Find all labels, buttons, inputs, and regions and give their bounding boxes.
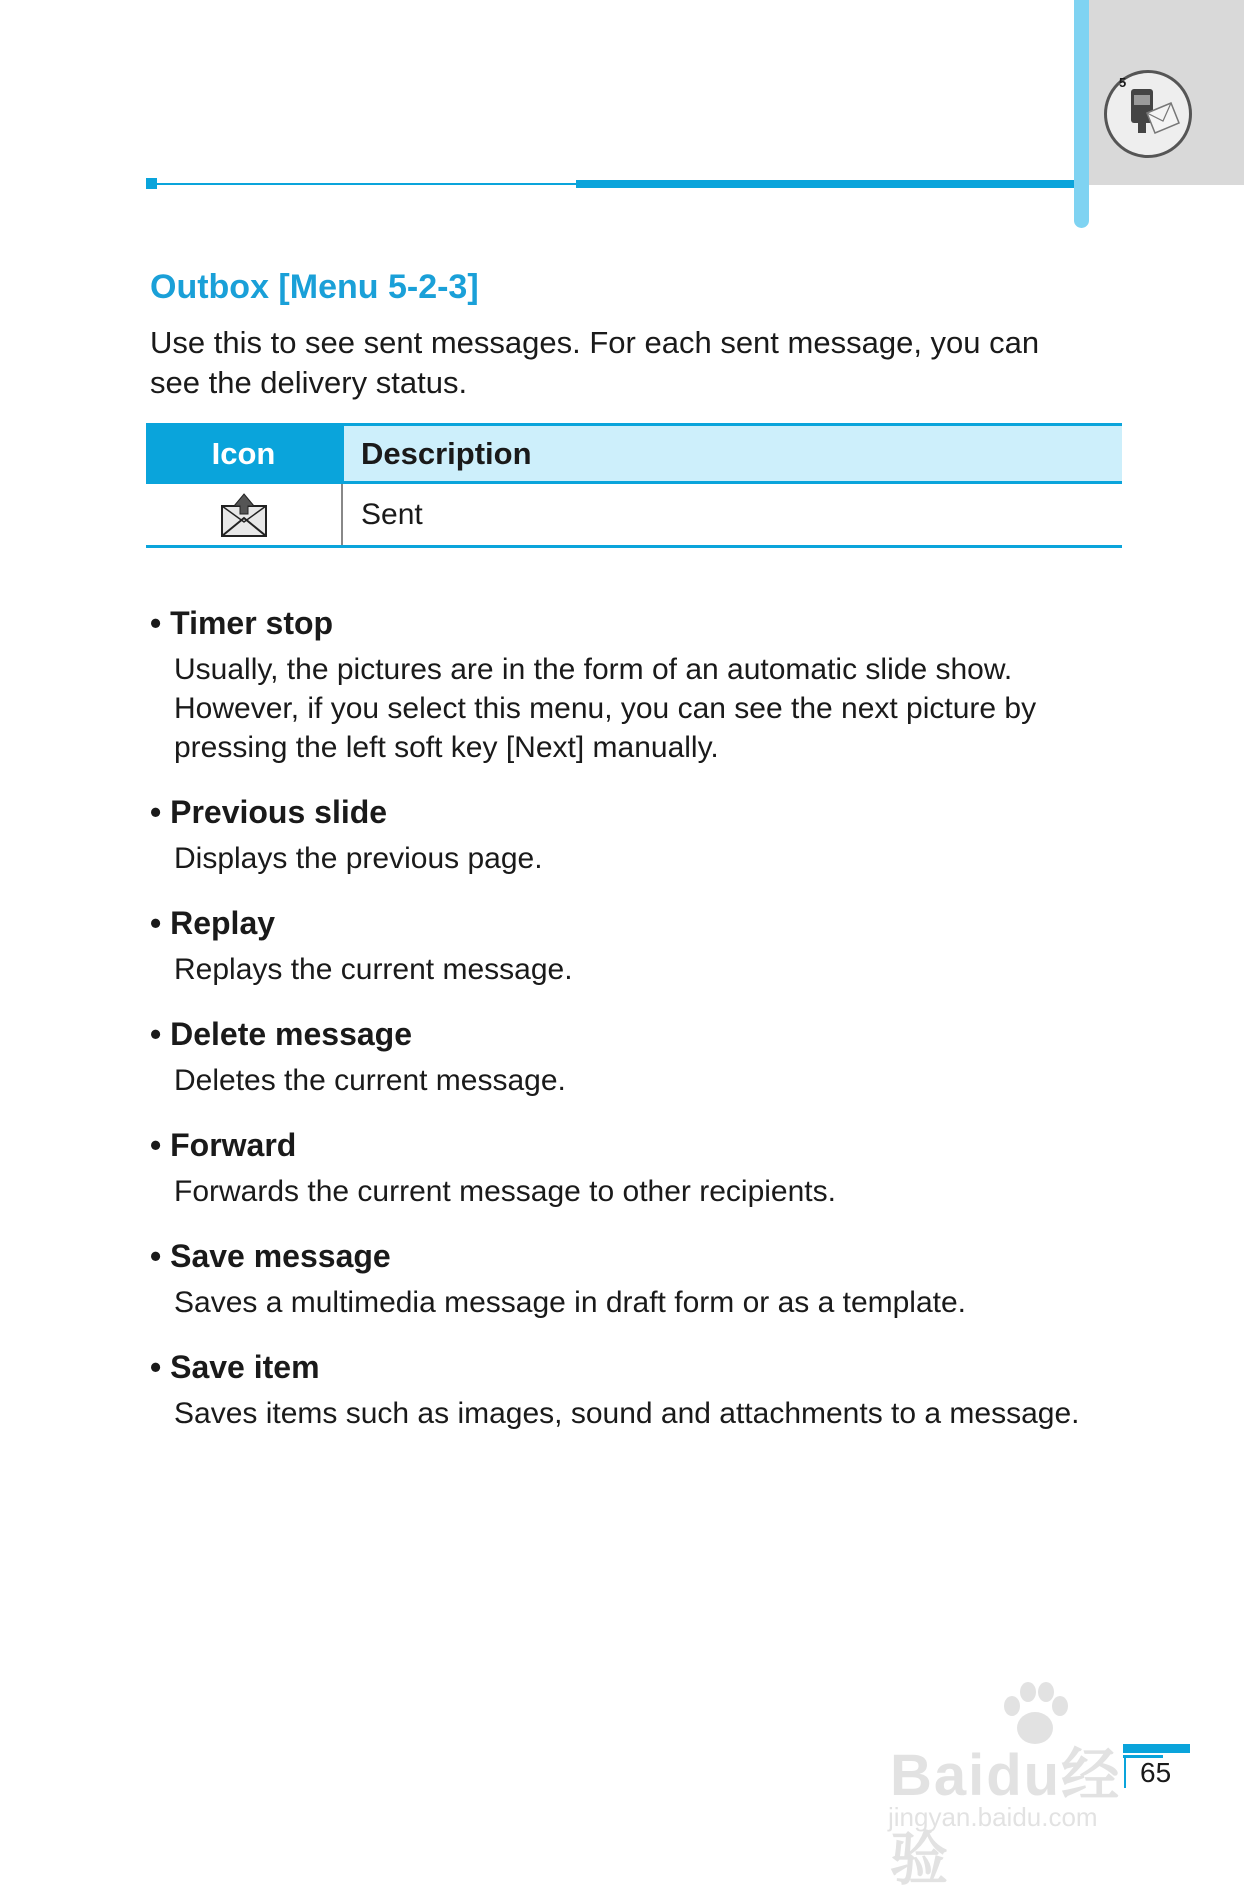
list-item — [150, 603, 1110, 767]
option-title: • Previous slide — [150, 794, 388, 830]
corner-badge: 5 — [1119, 75, 1127, 90]
header-rule-thin — [148, 183, 578, 185]
options-list — [150, 603, 1110, 1458]
list-item — [150, 1347, 1110, 1433]
list-item — [150, 903, 1110, 989]
list-item — [150, 1125, 1110, 1211]
sent-cell — [146, 484, 341, 545]
option-description: Saves a multimedia message in draft form or as a template. — [174, 1286, 967, 1319]
option-title: • Delete message — [150, 1016, 413, 1052]
option-description: Replays the current message. — [174, 953, 573, 986]
section-intro: Use this to see sent messages. For each sent message, you can see the delivery status. — [150, 325, 1040, 400]
watermark-url: jingyan.baidu.com — [888, 1802, 1098, 1832]
sent-description: Sent — [341, 484, 1122, 545]
option-title: • Replay — [150, 905, 276, 941]
sent-envelope-icon — [220, 492, 268, 538]
option-description: Saves items such as images, sound and attachments to a message. — [174, 1397, 1080, 1430]
chapter-tab — [1074, 0, 1089, 228]
column-header-icon: Icon — [146, 426, 341, 481]
list-item — [150, 1014, 1110, 1100]
watermark-text: Baidu经验 — [890, 1743, 1122, 1892]
icon-table-header — [146, 423, 1122, 484]
table-row — [146, 484, 1122, 548]
option-description: Deletes the current message. — [174, 1064, 566, 1097]
option-description: Usually, the pictures are in the form of an automatic slide show. However, if you select this menu, you can see the next picture by pressing the left soft key [Next] manually. — [174, 653, 1037, 764]
message-device-icon — [1104, 70, 1192, 158]
icon-table — [146, 423, 1122, 548]
page-number: 65 — [1124, 1758, 1171, 1788]
list-item — [150, 1236, 1110, 1322]
option-title: • Timer stop — [150, 605, 334, 641]
option-title: • Save message — [150, 1238, 391, 1274]
option-description: Displays the previous page. — [174, 842, 543, 875]
header-rule-thick — [576, 180, 1074, 188]
page-number-bar — [1123, 1744, 1190, 1753]
option-title: • Forward — [150, 1127, 297, 1163]
column-header-description: Description — [341, 426, 1122, 481]
option-description: Forwards the current message to other recipients. — [174, 1175, 836, 1208]
section-title: Outbox [Menu 5-2-3] — [150, 268, 479, 306]
option-title: • Save item — [150, 1349, 320, 1385]
list-item — [150, 792, 1110, 878]
